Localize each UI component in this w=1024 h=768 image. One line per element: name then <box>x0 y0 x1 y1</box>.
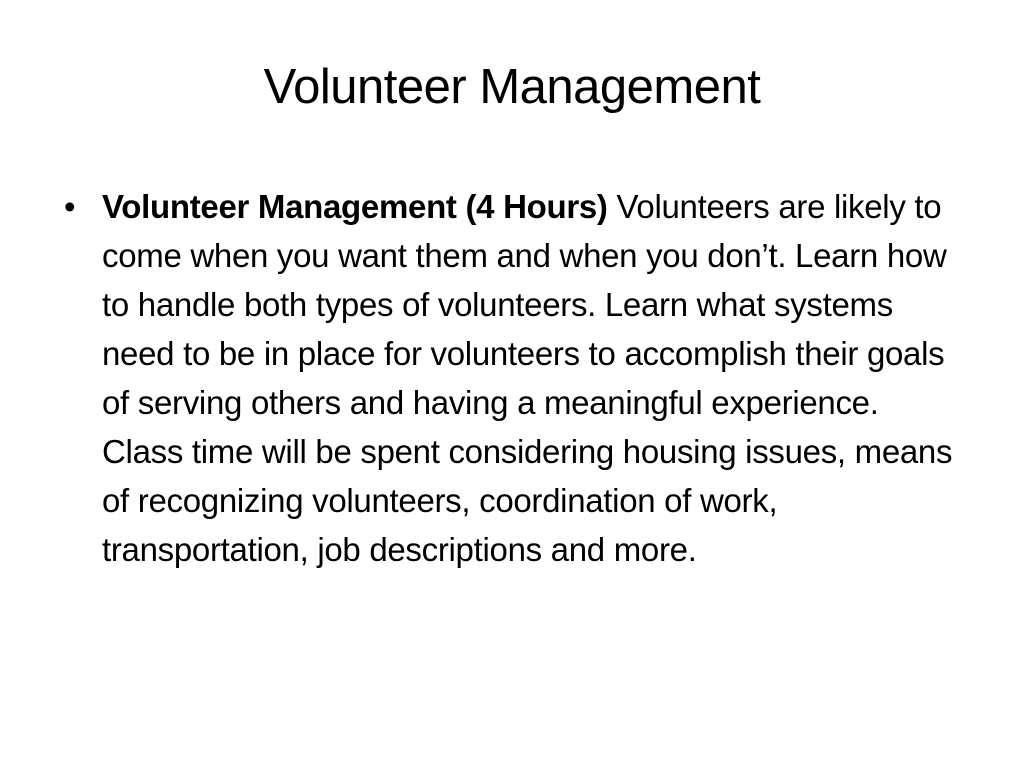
bullet-list <box>64 182 954 574</box>
bullet-marker: • <box>64 188 76 225</box>
slide-title: Volunteer Management <box>263 60 761 114</box>
course-description: Volunteers are likely to come when you want them and when you don’t. Learn how to handle both types of volunteers. Learn what systems need to be in place for volunteers to accomplish their goals of serving others and having a meaningful experience. Class time will be spent considering housing issues, means of recognizing volunteers, coordination of work, transportation, job descriptions and more. <box>102 188 953 568</box>
course-heading: Volunteer Management (4 Hours) <box>102 188 608 225</box>
bullet-item <box>64 182 954 574</box>
